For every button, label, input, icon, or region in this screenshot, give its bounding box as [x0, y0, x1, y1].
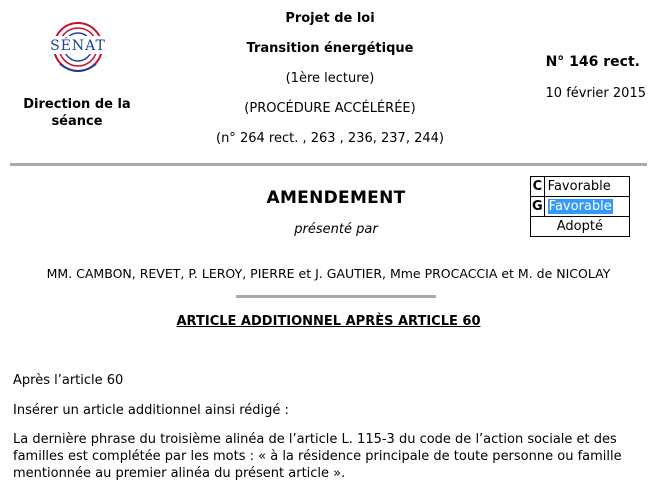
status-letter: C [531, 177, 545, 197]
direction-label: Direction de la séance [23, 97, 131, 129]
status-value: Favorable [544, 177, 629, 197]
status-value[interactable] [544, 197, 629, 217]
top-separator [10, 163, 647, 166]
amendment-title: AMENDEMENT [266, 188, 406, 208]
reading-label: (1ère lecture) [285, 71, 375, 86]
status-row-result [531, 217, 630, 237]
body-paragraph-3: La dernière phrase du troisième alinéa de l’article L. 115-3 du code de l’action sociale et des familles est complétée par les mots : « à la résidence principale de toute personne ou famille mentionnée au premier alinéa du présent article ». [13, 432, 622, 481]
procedure-label: (PROCÉDURE ACCÉLÉRÉE) [244, 101, 416, 116]
status-row-commission [531, 177, 630, 197]
logo-text: SÉNAT [50, 38, 106, 54]
selected-text[interactable]: Favorable [548, 199, 612, 214]
body-paragraph-1: Après l’article 60 [13, 373, 124, 388]
status-letter: G [531, 197, 545, 217]
authors-list: MM. CAMBON, REVET, P. LEROY, PIERRE et J. GAUTIER, Mme PROCACCIA et M. de NICOLAY [46, 266, 611, 281]
bill-subtitle: Transition énergétique [246, 41, 414, 56]
article-heading: ARTICLE ADDITIONNEL APRÈS ARTICLE 60 [176, 314, 481, 329]
references-label: (n° 264 rect. , 263 , 236, 237, 244) [216, 131, 444, 146]
bill-header [180, 10, 480, 160]
presented-by-label: présenté par [294, 222, 378, 237]
body-paragraph-2: Insérer un article additionnel ainsi rédigé : [13, 403, 289, 418]
status-result: Adopté [531, 217, 630, 237]
status-row-government [531, 197, 630, 217]
bill-title: Projet de loi [285, 11, 375, 26]
amendment-date: 10 février 2015 [545, 86, 646, 101]
senat-logo [38, 12, 118, 82]
status-table [530, 176, 630, 237]
amendment-number: N° 146 rect. [545, 54, 640, 70]
middle-separator [236, 295, 436, 298]
